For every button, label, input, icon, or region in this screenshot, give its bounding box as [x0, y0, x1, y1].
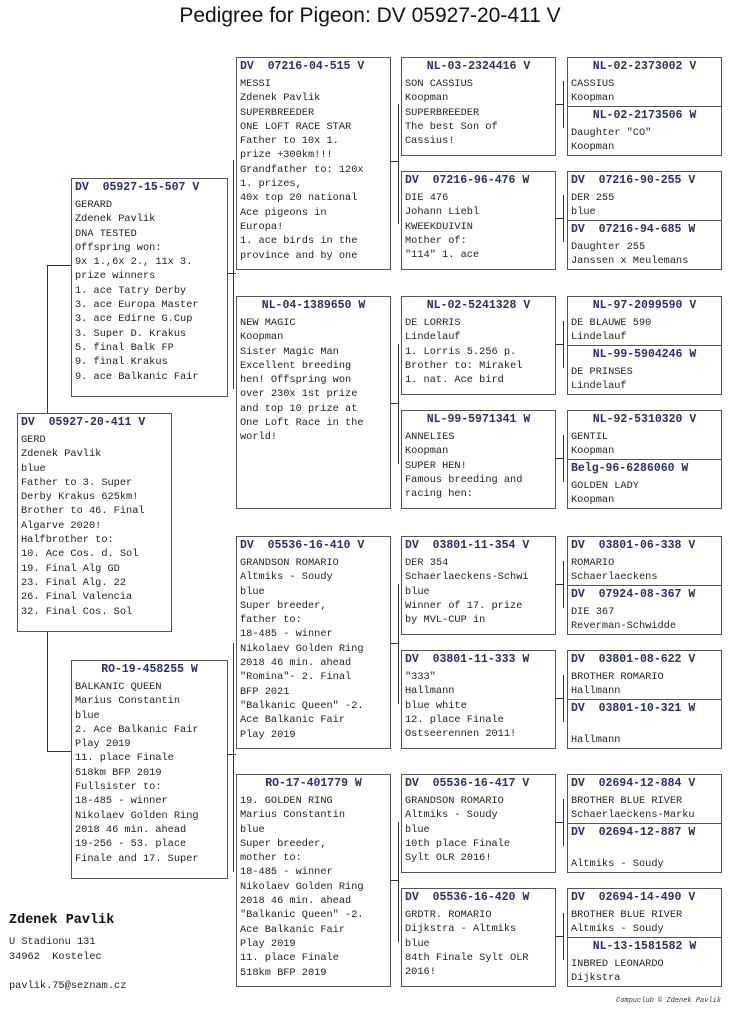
pigeon-details: [405, 908, 552, 979]
pigeon-card-sdd[interactable]: [401, 410, 556, 509]
pigeon-detail-line: 19. GOLDEN RING: [240, 795, 333, 807]
connector-line: [563, 675, 564, 722]
pigeon-card-dsdd[interactable]: [567, 699, 722, 749]
connector-line: [47, 751, 71, 752]
pigeon-detail-line: Hallmann: [571, 685, 621, 698]
pigeon-card-ddss[interactable]: [567, 774, 722, 824]
connector-line: [390, 161, 398, 162]
pigeon-detail-line: blue: [571, 206, 596, 219]
ring-number: DV 03801-11-354 V: [405, 539, 530, 552]
pigeon-detail-line: GRDTR. ROMARIO: [405, 909, 492, 921]
ring-number: DV 03801-11-333 W: [405, 653, 530, 666]
pigeon-detail-line: ROMARIO: [571, 557, 615, 569]
ring-number: RO-17-401779 W: [265, 777, 362, 790]
connector-line: [233, 643, 234, 872]
ring-number: Belg-96-6286060 W: [571, 462, 689, 475]
pigeon-detail-line: 2018 46 min. ahead: [75, 823, 187, 836]
pigeon-detail-line: over 230x 1st prize: [240, 388, 358, 401]
pigeon-detail-line: by MVL-CUP in: [405, 614, 486, 627]
pigeon-detail-line: 1. prizes,: [240, 178, 302, 191]
pigeon-details: [405, 316, 552, 387]
pigeon-details: [571, 719, 718, 748]
pigeon-detail-line: blue: [21, 462, 46, 475]
ring-number: DV 05927-15-507 V: [75, 181, 200, 194]
pigeon-detail-line: Dijkstra: [571, 972, 621, 985]
pigeon-detail-line: Koopman: [571, 445, 615, 458]
connector-line: [555, 822, 563, 823]
ring-number: NL-13-1581582 W: [592, 940, 697, 953]
ring-number: DV 07216-94-685 W: [571, 223, 696, 236]
pigeon-detail-line: The best Son of: [405, 120, 498, 133]
pigeon-details: [405, 430, 552, 501]
pigeon-details: [75, 198, 224, 384]
pigeon-detail-line: DER 255: [571, 192, 615, 204]
pigeon-detail-line: "Balkanic Queen" -2.: [240, 699, 364, 712]
pigeon-detail-line: Marius Constantin: [240, 809, 346, 822]
pigeon-details: [240, 556, 387, 742]
pigeon-detail-line: CASSIUS: [571, 78, 615, 90]
pigeon-details: [571, 77, 718, 106]
pigeon-detail-line: father to:: [240, 614, 302, 627]
pigeon-detail-line: Finale and 17. Super: [75, 852, 199, 865]
pigeon-detail-line: Lindelauf: [405, 331, 461, 344]
pigeon-detail-line: 2. Ace Balkanic Fair: [75, 723, 199, 736]
ring-number: DV 07216-04-515 V: [240, 60, 365, 73]
pigeon-details: [405, 191, 552, 262]
pigeon-detail-line: Zdenek Pavlik: [75, 213, 156, 226]
pigeon-details: [405, 77, 552, 148]
ring-number: NL-03-2324416 V: [426, 60, 531, 73]
connector-line: [555, 218, 563, 219]
pigeon-detail-line: Father to 3. Super: [21, 476, 133, 489]
pigeon-detail-line: Play 2019: [75, 738, 131, 751]
pigeon-details: [405, 670, 552, 741]
pigeon-details: [571, 843, 718, 872]
pigeon-details: [571, 908, 718, 937]
pigeon-detail-line: world!: [240, 431, 278, 444]
ring-number: NL-99-5971341 W: [426, 413, 531, 426]
pigeon-details: [571, 556, 718, 585]
pigeon-detail-line: Brother to: Mirakel: [405, 359, 523, 372]
pigeon-detail-line: GRANDSON ROMARIO: [405, 795, 504, 807]
pigeon-detail-line: blue: [240, 823, 265, 836]
pigeon-detail-line: BALKANIC QUEEN: [75, 681, 162, 693]
pigeon-detail-line: Koopman: [240, 331, 284, 344]
pigeon-detail-line: 26. Final Valencia: [21, 591, 133, 604]
connector-line: [563, 321, 564, 368]
pigeon-detail-line: 9. final Krakus: [75, 356, 168, 369]
pigeon-detail-line: Altmiks - Soudy: [571, 858, 664, 871]
pigeon-detail-line: Winner of 17. prize: [405, 599, 523, 612]
pigeon-detail-line: [571, 843, 718, 857]
pigeon-detail-line: DE BLAUWE 590: [571, 317, 652, 329]
ring-number: DV 05536-16-410 V: [240, 539, 365, 552]
pigeon-detail-line: BROTHER ROMARIO: [571, 671, 664, 683]
pigeon-card-subject[interactable]: [17, 413, 172, 632]
pigeon-detail-line: Schaerlaeckens: [571, 571, 658, 584]
pigeon-detail-line: Offspring won:: [75, 241, 162, 254]
pigeon-detail-line: Altmiks - Soudy: [240, 571, 333, 584]
ring-number: NL-02-2173506 W: [592, 109, 697, 122]
pigeon-details: [240, 794, 387, 980]
pigeon-detail-line: Reverman-Schwidde: [571, 620, 677, 633]
ring-number: NL-02-2373002 V: [592, 60, 697, 73]
pigeon-detail-line: 2016!: [405, 966, 436, 979]
pigeon-card-dss[interactable]: [401, 536, 556, 635]
connector-line: [555, 584, 563, 585]
pigeon-details: [571, 957, 718, 986]
pigeon-detail-line: Zdenek Pavlik: [21, 448, 102, 461]
pigeon-detail-line: 18-485 - winner: [75, 795, 168, 808]
pigeon-detail-line: GRANDSON ROMARIO: [240, 557, 339, 569]
pigeon-detail-line: Nikolaev Golden Ring: [75, 809, 199, 822]
connector-line: [47, 265, 71, 266]
pigeon-detail-line: Marius Constantin: [75, 695, 181, 708]
pigeon-card-sds[interactable]: [401, 296, 556, 395]
pigeon-detail-line: Super breeder,: [240, 599, 327, 612]
ring-number: DV 03801-06-338 V: [571, 539, 696, 552]
pigeon-detail-line: 1. Lorris 5.256 p.: [405, 345, 517, 358]
pigeon-details: [571, 605, 718, 634]
ring-number: NL-02-5241328 V: [426, 299, 531, 312]
pigeon-detail-line: 23. Final Alg. 22: [21, 576, 127, 589]
connector-line: [390, 403, 398, 404]
connector-line: [563, 435, 564, 482]
connector-line: [563, 561, 564, 608]
pigeon-detail-line: province and by one: [240, 249, 358, 262]
owner-city: 34962 Kostelec: [9, 951, 102, 963]
pigeon-detail-line: Ace pigeons in: [240, 206, 327, 219]
connector-line: [47, 631, 48, 751]
pigeon-detail-line: Hallmann: [405, 685, 455, 698]
pigeon-detail-line: KWEEKDUIVIN: [405, 220, 473, 233]
connector-line: [398, 584, 399, 704]
pigeon-detail-line: hen! Offspring won: [240, 374, 352, 387]
pigeon-detail-line: Dijkstra - Altmiks: [405, 923, 517, 936]
pigeon-detail-line: SON CASSIUS: [405, 78, 473, 90]
pigeon-card-ssss[interactable]: [567, 57, 722, 107]
pigeon-detail-line: GERD: [21, 434, 46, 446]
ring-number: DV 02694-12-887 W: [571, 826, 696, 839]
pigeon-detail-line: Algarve 2020!: [21, 519, 102, 532]
pigeon-detail-line: Play 2019: [240, 728, 296, 741]
pigeon-details: [240, 316, 387, 445]
pigeon-detail-line: BFP 2021: [240, 685, 290, 698]
pigeon-detail-line: Altmiks - Soudy: [405, 809, 498, 822]
ring-number: DV 05536-16-420 W: [405, 891, 530, 904]
pigeon-card-sire-sire[interactable]: [236, 57, 391, 270]
pigeon-detail-line: NEW MAGIC: [240, 317, 296, 329]
pigeon-detail-line: DE LORRIS: [405, 317, 461, 329]
pigeon-details: [21, 433, 168, 619]
pigeon-card-ddd[interactable]: [401, 888, 556, 987]
pigeon-details: [571, 670, 718, 699]
connector-line: [555, 458, 563, 459]
pigeon-detail-line: "Romina"- 2. Final: [240, 671, 352, 684]
pigeon-details: [571, 316, 718, 345]
pigeon-detail-line: Koopman: [405, 445, 449, 458]
pigeon-detail-line: MESSI: [240, 78, 271, 90]
pigeon-detail-line: Koopman: [571, 92, 615, 105]
connector-line: [555, 936, 563, 937]
pigeon-card-sssd[interactable]: [567, 106, 722, 156]
pigeon-detail-line: 1. ace Tatry Derby: [75, 284, 187, 297]
pigeon-detail-line: 12. place Finale: [405, 713, 504, 726]
pigeon-card-ssdd[interactable]: [567, 220, 722, 270]
pigeon-detail-line: blue: [405, 823, 430, 836]
pigeon-detail-line: BROTHER BLUE RIVER: [571, 909, 683, 921]
pigeon-detail-line: Lindelauf: [571, 331, 627, 344]
ring-number: RO-19-458255 W: [101, 663, 198, 676]
owner-street: U Stadionu 131: [9, 936, 96, 948]
connector-line: [47, 265, 48, 414]
pigeon-detail-line: 2018 46 min. ahead: [240, 657, 352, 670]
pigeon-detail-line: Lindelauf: [571, 380, 627, 393]
pigeon-detail-line: 84th Finale Sylt OLR: [405, 951, 529, 964]
pigeon-card-dssd[interactable]: [567, 585, 722, 635]
pigeon-detail-line: Ostseerennen 2011!: [405, 728, 517, 741]
pigeon-detail-line: Schaerlaeckens-Marku: [571, 809, 695, 822]
ring-number: DV 03801-08-622 V: [571, 653, 696, 666]
pigeon-detail-line: SUPER HEN!: [405, 459, 467, 472]
pigeon-detail-line: Cassius!: [405, 135, 455, 148]
ring-number: DV 07216-96-476 W: [405, 174, 530, 187]
pigeon-detail-line: GOLDEN LADY: [571, 480, 639, 492]
pigeon-card-dam-sire[interactable]: [236, 536, 391, 749]
pigeon-detail-line: 1. ace birds in the: [240, 235, 358, 248]
pigeon-detail-line: Altmiks - Soudy: [571, 923, 664, 936]
connector-line: [398, 104, 399, 224]
pigeon-detail-line: One Loft Race in the: [240, 417, 364, 430]
connector-line: [563, 81, 564, 128]
connector-line: [398, 822, 399, 942]
ring-number: NL-97-2099590 V: [592, 299, 697, 312]
pigeon-detail-line: 3. ace Europa Master: [75, 299, 199, 312]
pigeon-detail-line: Super breeder,: [240, 837, 327, 850]
connector-line: [228, 754, 236, 755]
ring-number: NL-99-5904246 W: [592, 348, 697, 361]
pigeon-detail-line: 18-485 - winner: [240, 866, 333, 879]
pigeon-details: [571, 430, 718, 459]
pigeon-detail-line: Hallmann: [571, 734, 621, 747]
pigeon-detail-line: Daughter 255: [571, 241, 646, 253]
pigeon-detail-line: Fullsister to:: [75, 781, 162, 794]
ring-number: DV 07924-08-367 W: [571, 588, 696, 601]
connector-line: [555, 104, 563, 105]
pigeon-detail-line: Janssen x Meulemans: [571, 255, 689, 268]
pigeon-card-sdss[interactable]: [567, 296, 722, 346]
pigeon-card-ddds[interactable]: [567, 888, 722, 938]
pigeon-card-dddd[interactable]: [567, 937, 722, 987]
connector-line: [563, 799, 564, 846]
pigeon-detail-line: Nikolaev Golden Ring: [240, 642, 364, 655]
pigeon-detail-line: SUPERBREEDER: [405, 106, 480, 119]
pigeon-detail-line: 518km BFP 2019: [75, 766, 162, 779]
connector-line: [555, 698, 563, 699]
pigeon-detail-line: 19-256 - 53. place: [75, 838, 187, 851]
pigeon-detail-line: prize winners: [75, 270, 156, 283]
connector-line: [563, 195, 564, 242]
pigeon-detail-line: [571, 719, 718, 733]
pigeon-card-sire-dam[interactable]: [236, 296, 391, 509]
pigeon-detail-line: GENTIL: [571, 431, 609, 443]
connector-line: [555, 344, 563, 345]
ring-number: NL-92-5310320 V: [592, 413, 697, 426]
pigeon-detail-line: Mother of:: [405, 234, 467, 247]
pigeon-details: [571, 191, 718, 220]
pigeon-card-ssds[interactable]: [567, 171, 722, 221]
pigeon-detail-line: Nikolaev Golden Ring: [240, 880, 364, 893]
pigeon-detail-line: Grandfather to: 120x: [240, 163, 364, 176]
pigeon-detail-line: Koopman: [571, 494, 615, 507]
pigeon-card-sdsd[interactable]: [567, 345, 722, 395]
pigeon-details: [405, 794, 552, 865]
pigeon-detail-line: 5. final Balk FP: [75, 341, 174, 354]
ring-number: DV 02694-12-884 V: [571, 777, 696, 790]
pigeon-details: [75, 680, 224, 866]
pigeon-detail-line: Ace Balkanic Fair: [240, 923, 346, 936]
pigeon-details: [571, 365, 718, 394]
pigeon-detail-line: Brother to 46. Final: [21, 505, 145, 518]
pigeon-detail-line: Johann Liebl: [405, 206, 480, 219]
pigeon-card-dds[interactable]: [401, 774, 556, 873]
pigeon-detail-line: prize +300km!!!: [240, 149, 333, 162]
pigeon-detail-line: Excellent breeding: [240, 359, 352, 372]
pigeon-detail-line: 9x 1.,6x 2., 11x 3.: [75, 256, 193, 269]
pigeon-detail-line: Halfbrother to:: [21, 534, 114, 547]
connector-line: [390, 643, 398, 644]
pigeon-details: [571, 794, 718, 823]
pigeon-details: [571, 479, 718, 508]
pigeon-detail-line: GERARD: [75, 199, 113, 211]
pigeon-card-ssd[interactable]: [401, 171, 556, 270]
pigeon-detail-line: "114" 1. ace: [405, 249, 480, 262]
connector-line: [563, 913, 564, 960]
pigeon-card-sddd[interactable]: [567, 459, 722, 509]
pigeon-detail-line: blue: [405, 937, 430, 950]
ring-number: NL-04-1389650 W: [261, 299, 366, 312]
pigeon-card-ddsd[interactable]: [567, 823, 722, 873]
pigeon-detail-line: Father to 10x 1.: [240, 135, 339, 148]
pigeon-detail-line: blue: [75, 709, 100, 722]
pigeon-card-sdds[interactable]: [567, 410, 722, 460]
pigeon-detail-line: Play 2019: [240, 937, 296, 950]
pigeon-details: [571, 126, 718, 155]
pigeon-detail-line: blue white: [405, 699, 467, 712]
pigeon-card-dsds[interactable]: [567, 650, 722, 700]
pigeon-detail-line: 10th place Finale: [405, 837, 511, 850]
connector-line: [233, 160, 234, 389]
pigeon-detail-line: 40x top 20 national: [240, 192, 358, 205]
pigeon-card-dam[interactable]: [71, 660, 228, 879]
pigeon-detail-line: 19. Final Alg GD: [21, 562, 120, 575]
pigeon-detail-line: DNA TESTED: [75, 227, 137, 240]
pigeon-detail-line: SUPERBREEDER: [240, 106, 315, 119]
pigeon-detail-line: INBRED LEONARDO: [571, 958, 664, 970]
pigeon-card-dam-dam[interactable]: [236, 774, 391, 987]
connector-line: [390, 880, 398, 881]
pigeon-detail-line: 18-485 - winner: [240, 628, 333, 641]
page-title: Pedigree for Pigeon: DV 05927-20-411 V: [179, 4, 561, 27]
copyright-note: Compuclub © Zdenek Pavlik: [616, 997, 722, 1005]
pigeon-details: [405, 556, 552, 627]
pigeon-detail-line: Derby Krakus 625km!: [21, 491, 139, 504]
pigeon-detail-line: 10. Ace Cos. d. Sol: [21, 548, 139, 561]
pigeon-detail-line: 1. nat. Ace bird: [405, 374, 504, 387]
ring-number: DV 02694-14-490 V: [571, 891, 696, 904]
pigeon-detail-line: 3. Super D. Krakus: [75, 327, 187, 340]
pigeon-detail-line: "Balkanic Queen" -2.: [240, 909, 364, 922]
ring-number: DV 05536-16-417 V: [405, 777, 530, 790]
pigeon-detail-line: mother to:: [240, 852, 302, 865]
pigeon-details: [240, 77, 387, 263]
pigeon-detail-line: Daughter "CO": [571, 127, 652, 139]
pigeon-detail-line: "333": [405, 671, 436, 683]
pigeon-detail-line: Famous breeding and: [405, 473, 523, 486]
ring-number: DV 03801-10-321 W: [571, 702, 696, 715]
ring-number: DV 05927-20-411 V: [21, 416, 146, 429]
connector-line: [398, 344, 399, 464]
pigeon-detail-line: DIE 367: [571, 606, 615, 618]
pigeon-detail-line: Ace Balkanic Fair: [240, 714, 346, 727]
pigeon-card-sire[interactable]: [71, 178, 228, 397]
pigeon-detail-line: ANNELIES: [405, 431, 455, 443]
pigeon-detail-line: Sister Magic Man: [240, 345, 339, 358]
pigeon-detail-line: Koopman: [405, 92, 449, 105]
pigeon-card-dsd[interactable]: [401, 650, 556, 749]
pigeon-detail-line: 2018 46 min. ahead: [240, 895, 352, 908]
pigeon-detail-line: 11. place Finale: [75, 752, 174, 765]
pigeon-detail-line: racing hen:: [405, 488, 473, 501]
owner-name: Zdenek Pavlik: [9, 913, 115, 928]
pigeon-detail-line: 3. ace Edirne G.Cup: [75, 313, 193, 326]
pigeon-details: [571, 240, 718, 269]
pigeon-detail-line: Europa!: [240, 220, 284, 233]
pigeon-detail-line: DE PRINSES: [571, 366, 633, 378]
pigeon-detail-line: 32. Final Cos. Sol: [21, 605, 133, 618]
pigeon-detail-line: BROTHER BLUE RIVER: [571, 795, 683, 807]
pigeon-detail-line: ONE LOFT RACE STAR: [240, 120, 352, 133]
pigeon-detail-line: 9. ace Balkanic Fair: [75, 370, 199, 383]
pigeon-card-dsss[interactable]: [567, 536, 722, 586]
pigeon-detail-line: blue: [405, 585, 430, 598]
pigeon-card-sss[interactable]: [401, 57, 556, 156]
pigeon-detail-line: 11. place Finale: [240, 952, 339, 965]
connector-line: [228, 273, 236, 274]
pigeon-detail-line: DER 354: [405, 557, 449, 569]
pigeon-detail-line: Koopman: [571, 141, 615, 154]
pigeon-detail-line: 518km BFP 2019: [240, 966, 327, 979]
owner-email[interactable]: pavlik.75@seznam.cz: [9, 980, 127, 992]
pigeon-detail-line: Zdenek Pavlik: [240, 92, 321, 105]
ring-number: DV 07216-90-255 V: [571, 174, 696, 187]
pigeon-detail-line: DIE 476: [405, 192, 449, 204]
pigeon-detail-line: and top 10 prize at: [240, 402, 358, 415]
pigeon-detail-line: Sylt OLR 2016!: [405, 852, 492, 865]
pigeon-detail-line: blue: [240, 585, 265, 598]
pigeon-detail-line: Schaerlaeckens-Schwi: [405, 571, 529, 584]
